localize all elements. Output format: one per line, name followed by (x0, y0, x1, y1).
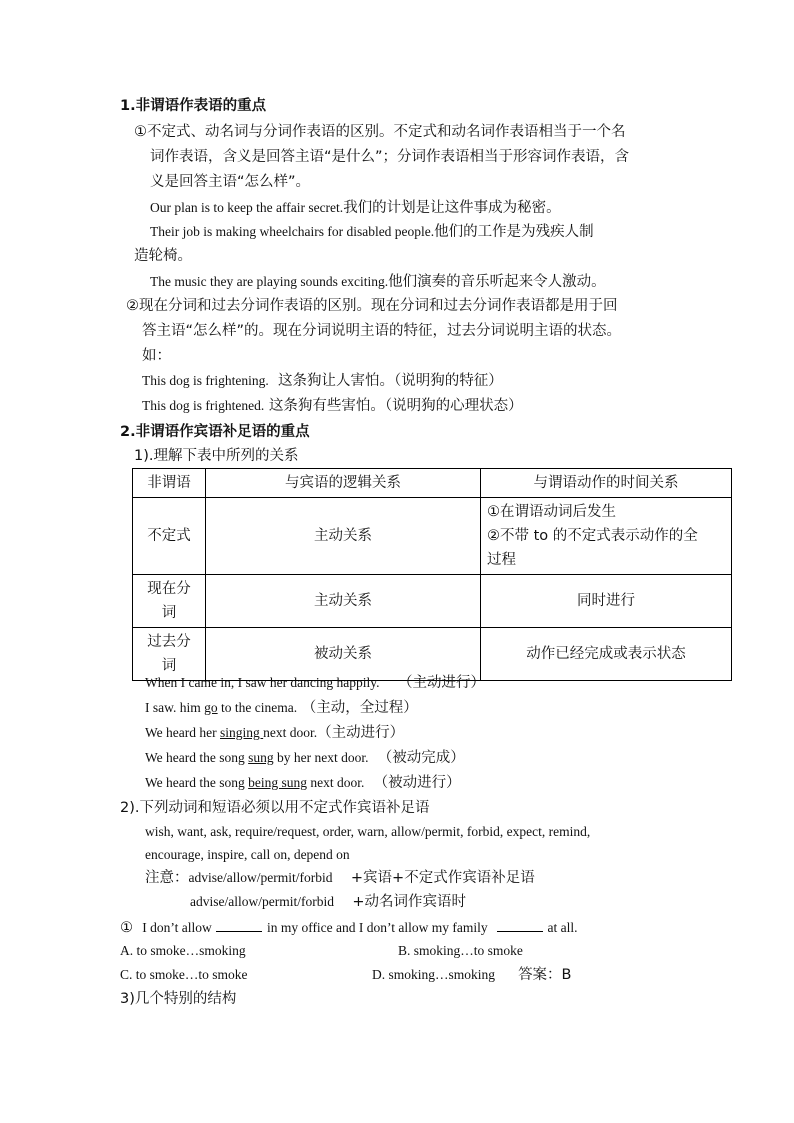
table-header-cell: 与宾语的逻辑关系 (206, 469, 481, 498)
answer: 答案：B (518, 967, 572, 983)
underlined-word: sung (248, 750, 274, 765)
complement-example-3 (145, 723, 404, 743)
complement-example-3-note: （主动进行） (317, 725, 405, 741)
option-a: A. to smoke…smoking (120, 943, 246, 958)
table-cell-line: 现在分 (147, 581, 191, 597)
verb-list-line-1: wish, want, ask, require/request, order, warn, allow/permit, forbid, expect, remind, (145, 824, 591, 839)
example-3-chinese: 他们演奏的音乐听起来令人激动。 (388, 274, 606, 290)
table-header-row (133, 469, 732, 498)
example-5-chinese: 这条狗有些害怕。（说明狗的心理状态） (268, 398, 523, 414)
option-c: C. to smoke…to smoke (120, 967, 248, 982)
example-5-english: This dog is frightened. (142, 398, 265, 413)
verb-list-line-2: encourage, inspire, call on, depend on (145, 847, 350, 862)
subsection-1-title: 1).理解下表中所列的关系 (134, 448, 299, 464)
complement-example-3-text: We heard her (145, 725, 220, 740)
complement-example-4-text: by her next door. (273, 750, 369, 765)
complement-example-5-text: We heard the song (145, 775, 249, 790)
option-d-and-answer (372, 965, 572, 985)
table-row (133, 498, 732, 575)
section-1-title: 1.非谓语作表语的重点 (120, 98, 267, 114)
question-text: at all. (547, 920, 578, 935)
example-2-chinese-cont: 造轮椅。 (134, 248, 192, 264)
paragraph-1-line-1: ①不定式、动名词与分词作表语的区别。不定式和动名词作表语相当于一个名 (134, 124, 626, 140)
complement-example-2-text: I saw. him (145, 700, 205, 715)
table-cell-line: 词 (161, 658, 177, 674)
subsection-2-title: 2).下列动词和短语必须以用不定式作宾语补足语 (120, 800, 430, 816)
table-cell-line: 词 (161, 605, 177, 621)
question-text: in my office and I don’t allow my family (266, 920, 488, 935)
paragraph-2-line-2: 答主语“怎么样”的。现在分词说明主语的特征，过去分词说明主语的状态。 (142, 323, 622, 339)
complement-example-2-text: to the cinema. (217, 700, 298, 715)
option-b: B. smoking…to smoke (398, 943, 523, 958)
paragraph-1-line-3: 义是回答主语“怎么样”。 (150, 174, 311, 190)
paragraph-2-line-1: ②现在分词和过去分词作表语的区别。现在分词和过去分词作表语都是用于回 (126, 298, 618, 314)
answer-blank (216, 919, 262, 932)
complement-example-4-text: We heard the song (145, 750, 249, 765)
example-1 (150, 198, 561, 218)
example-3 (150, 272, 606, 292)
example-2 (150, 222, 594, 242)
table-cell: 动作已经完成或表示状态 (481, 628, 732, 681)
table-cell-line: 过去分 (147, 634, 191, 650)
example-1-chinese: 我们的计划是让这件事成为秘密。 (343, 200, 561, 216)
relation-table (132, 468, 732, 681)
example-4 (142, 371, 503, 391)
table-cell-line: ①在谓语动词后发生 (487, 504, 616, 520)
note-line-1 (145, 868, 535, 888)
table-cell-line: 过程 (487, 552, 516, 568)
example-2-english: Their job is making wheelchairs for disabled people. (150, 224, 435, 239)
example-2-chinese: 他们的工作是为残疾人制 (434, 224, 594, 240)
complement-example-2-note: （主动，全过程） (301, 700, 418, 716)
underlined-word: go (204, 700, 218, 715)
example-4-english: This dog is frightening. (142, 373, 269, 388)
table-cell: 不定式 (133, 498, 206, 575)
complement-example-1 (145, 673, 485, 693)
complement-example-1-note: （主动进行） (397, 675, 485, 691)
table-cell-line: ②不带 to 的不定式表示动作的全 (487, 528, 698, 544)
note-structure: +动名词作宾语时 (352, 894, 467, 910)
note-line-2 (190, 892, 466, 912)
table-header-cell: 非谓语 (133, 469, 206, 498)
example-4-chinese: 这条狗让人害怕。（说明狗的特征） (277, 373, 503, 389)
paragraph-1-line-2: 词作表语，含义是回答主语“是什么”；分词作表语相当于形容词作表语，含 (150, 149, 630, 165)
question-text: I don’t allow (142, 920, 212, 935)
complement-example-3-text: next door. (263, 725, 318, 740)
option-d: D. smoking…smoking (372, 967, 496, 982)
table-cell (133, 575, 206, 628)
complement-example-4 (145, 748, 465, 768)
table-row (133, 575, 732, 628)
complement-example-5-note: （被动进行） (373, 775, 461, 791)
table-cell: 被动关系 (206, 628, 481, 681)
table-cell (481, 498, 732, 575)
section-2-title: 2.非谓语作宾语补足语的重点 (120, 424, 310, 440)
subsection-3-title: 3)几个特别的结构 (120, 991, 237, 1007)
complement-example-1-english: When I came in, I saw her dancing happily. (145, 675, 380, 690)
table-cell: 同时进行 (481, 575, 732, 628)
answer-blank (497, 919, 543, 932)
complement-example-4-note: （被动完成） (377, 750, 465, 766)
example-3-english: The music they are playing sounds exciting. (150, 274, 389, 289)
table-cell: 主动关系 (206, 498, 481, 575)
example-5 (142, 396, 523, 416)
question (120, 918, 577, 938)
underlined-word: singing (220, 725, 264, 740)
table-header-cell: 与谓语动作的时间关系 (481, 469, 732, 498)
note-label: 注意： (145, 870, 189, 886)
complement-example-5 (145, 773, 461, 793)
note-verbs: advise/allow/permit/forbid (188, 870, 333, 885)
note-verbs: advise/allow/permit/forbid (190, 894, 334, 909)
complement-example-2 (145, 698, 418, 718)
paragraph-2-line-3: 如： (142, 348, 171, 364)
question-number: ① (120, 920, 133, 936)
table-cell: 主动关系 (206, 575, 481, 628)
underlined-word: being sung (248, 775, 308, 790)
example-1-english: Our plan is to keep the affair secret. (150, 200, 344, 215)
complement-example-5-text: next door. (307, 775, 365, 790)
note-structure: +宾语+不定式作宾语补足语 (350, 870, 535, 886)
